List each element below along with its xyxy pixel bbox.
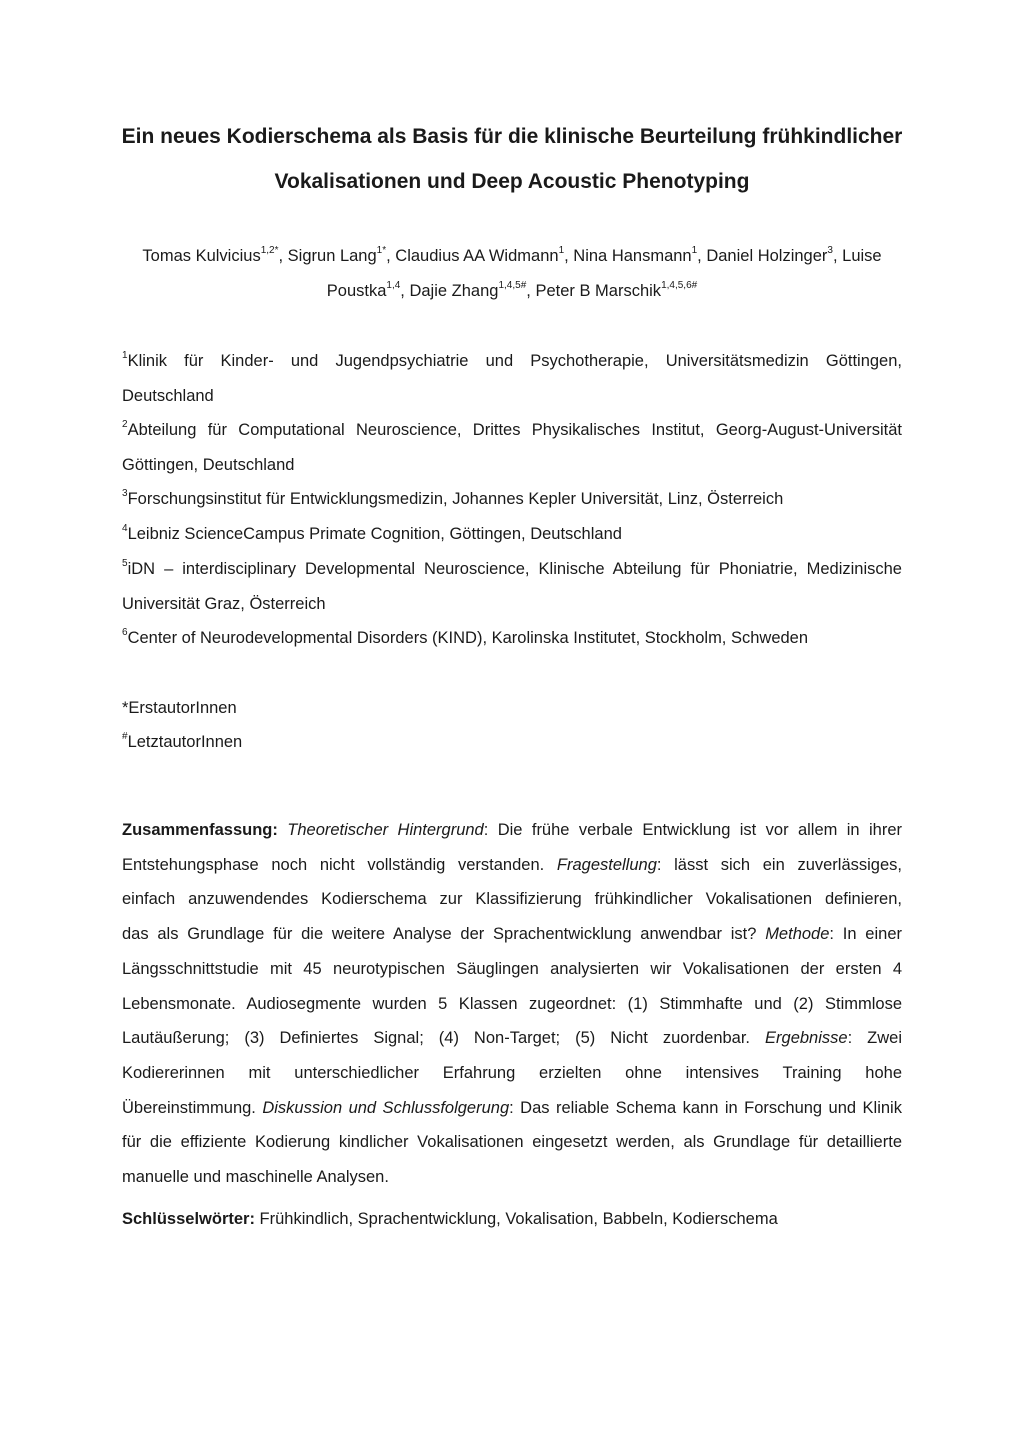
abstract-line [122, 855, 902, 875]
affiliation-5-continued: Universität Graz, Österreich [122, 595, 326, 613]
abstract-line [122, 924, 902, 944]
affiliation-6: $^6$Center of Neurodevelopmental Disorders (KIND), Karolinska Institutet, Stockholm, Schweden [122, 627, 809, 647]
abstract-section-heading: Fragestellung [556, 856, 657, 874]
affiliation-2-continued: Göttingen, Deutschland [122, 456, 295, 474]
author-name: Daniel Holzinger [706, 247, 828, 265]
abstract-section-heading: Methode [765, 925, 830, 943]
author-affiliation-marker: 1 [558, 245, 565, 256]
affiliation-1: $^1$Klinik für Kinder- und Jugendpsychiatrie und Psychotherapie, Universitätsmedizin Göttingen, [122, 350, 902, 370]
last-author-note: #LetztautorInnen [122, 731, 243, 751]
keywords [122, 1209, 902, 1229]
keywords-text: Frühkindlich, Sprachentwicklung, Vokalisation, Babbeln, Kodierschema [254, 1210, 778, 1228]
author-affiliation-marker: 3 [827, 245, 833, 256]
author-name: Luise [842, 247, 882, 265]
abstract-section-heading: Diskussion und Schlussfolgerung [262, 1099, 510, 1117]
author-affiliation-marker: 1,4 [386, 280, 401, 291]
author-affiliation-marker: 1,4,5# [498, 280, 527, 291]
paper-title-line-1: Ein neues Kodierschema als Basis für die klinische Beurteilung frühkindlicher [121, 125, 903, 148]
abstract-label: Zusammenfassung: [122, 821, 278, 839]
abstract-text: Übereinstimmung. [122, 1099, 263, 1117]
affiliation-number: 4 [122, 523, 128, 534]
abstract-text: einfach anzuwendendes Kodierschema zur Klassifizierung frühkindlicher Vokalisationen definieren, [122, 890, 902, 908]
author-affiliation-marker: 1* [376, 245, 387, 256]
abstract-text: Lautäußerung; (3) Definiertes Signal; (4) Non-Target; (5) Nicht zuordenbar. [122, 1029, 766, 1047]
affiliation-5: $^5$iDN – interdisciplinary Developmental Neuroscience, Klinische Abteilung für Phoniatrie, Medizinische [122, 558, 902, 578]
author-name: Claudius AA Widmann [395, 247, 559, 265]
abstract-text: das als Grundlage für die weitere Analyse der Sprachentwicklung anwendbar ist? [122, 925, 766, 943]
keywords-label: Schlüsselwörter: [122, 1210, 255, 1228]
first-author-note: *ErstautorInnen [122, 699, 237, 717]
abstract-text: Kodiererinnen mit unterschiedlicher Erfahrung erzielten ohne intensives Training hohe [122, 1064, 902, 1082]
author-name: Dajie Zhang [409, 282, 499, 300]
affiliation-number: 6 [122, 627, 128, 638]
author-list-line-2: Poustka$^{1,4}$, Dajie Zhang$^{1,4,5\#}$, Peter B Marschik$^{1,4,5,6\#}$ [326, 280, 698, 300]
author-name: Peter B Marschik [535, 282, 662, 300]
author-affiliation-marker: 1,4,5,6# [661, 280, 698, 291]
affiliation-4: $^4$Leibniz ScienceCampus Primate Cognition, Göttingen, Deutschland [122, 523, 622, 543]
abstract-text: Lebensmonate. Audiosegmente wurden 5 Klassen zugeordnet: (1) Stimmhafte und (2) Stimmlose [122, 995, 902, 1013]
abstract-line [122, 1098, 902, 1118]
affiliation-2: $^2$Abteilung für Computational Neuroscience, Drittes Physikalisches Institut, Georg-August-Universität [122, 419, 902, 439]
affiliation-1-continued: Deutschland [122, 387, 214, 405]
abstract-line [122, 1028, 902, 1048]
affiliation-number: 3 [122, 488, 128, 499]
abstract-text: Längsschnittstudie mit 45 neurotypischen Säuglingen analysierten wir Vokalisationen der ersten 4 [122, 960, 902, 978]
author-list-line-1: Tomas Kulvicius$^{1,2*}$, Sigrun Lang$^{1*}$, Claudius AA Widmann$^1$, Nina Hansmann$^1$, Daniel Holzinger$^3$, Luise [142, 245, 882, 265]
abstract-text [278, 821, 287, 839]
author-name: Nina Hansmann [573, 247, 692, 265]
abstract-text: : In einer [829, 925, 902, 943]
abstract-line [122, 994, 902, 1014]
abstract-section-heading: Theoretischer Hintergrund [287, 821, 484, 839]
abstract-text: für die effiziente Kodierung kindlicher Vokalisationen eingesetzt werden, als Grundlage für detaillierte [122, 1133, 902, 1151]
affiliation-number: 1 [122, 350, 128, 361]
abstract-line [122, 889, 902, 909]
abstract-text: : lässt sich ein zuverlässiges, [656, 856, 902, 874]
author-name: Sigrun Lang [287, 247, 377, 265]
author-affiliation-marker: 1,2* [260, 245, 279, 256]
abstract-line [122, 1132, 902, 1152]
paper-title-line-2: Vokalisationen und Deep Acoustic Phenotyping [274, 170, 750, 193]
abstract-text: : Zwei [847, 1029, 902, 1047]
abstract-line [122, 820, 902, 840]
abstract-text: manuelle und maschinelle Analysen. [122, 1168, 389, 1186]
abstract-text: : Die frühe verbale Entwicklung ist vor allem in ihrer [483, 821, 902, 839]
abstract-line [122, 1167, 902, 1187]
affiliation-number: 2 [122, 419, 128, 430]
abstract-line [122, 1063, 902, 1083]
abstract-line [122, 959, 902, 979]
author-name: Tomas Kulvicius [142, 247, 261, 265]
affiliation-number: 5 [122, 558, 128, 569]
author-name: Poustka [326, 282, 387, 300]
affiliation-3: $^3$Forschungsinstitut für Entwicklungsmedizin, Johannes Kepler Universität, Linz, Österreich [122, 488, 784, 508]
abstract-section-heading: Ergebnisse [765, 1029, 848, 1047]
author-affiliation-marker: 1 [691, 245, 698, 256]
abstract-text: : Das reliable Schema kann in Forschung und Klinik [509, 1099, 902, 1117]
abstract-text: Entstehungsphase noch nicht vollständig verstanden. [122, 856, 557, 874]
